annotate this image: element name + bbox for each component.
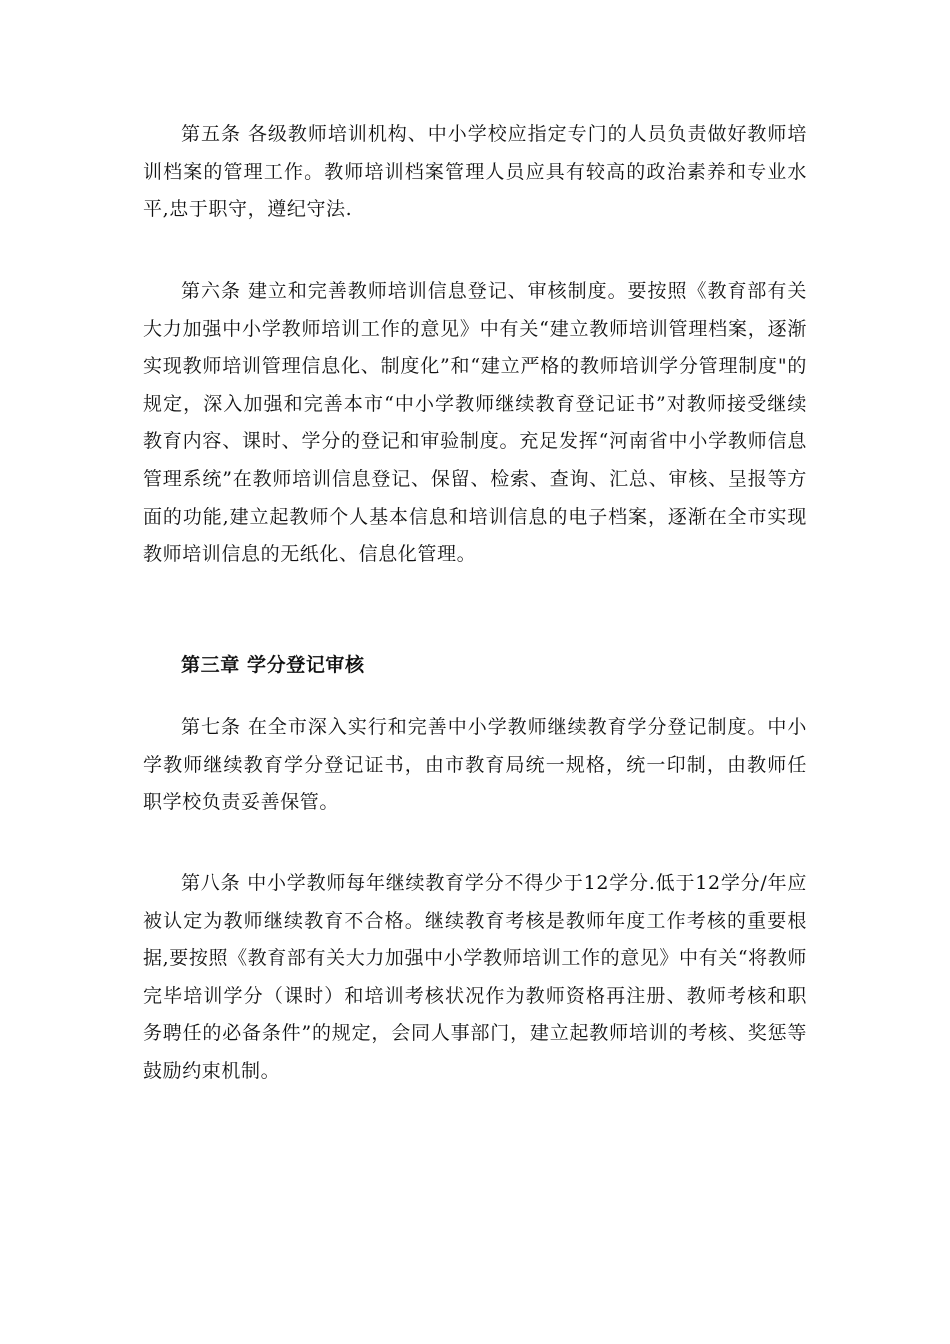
chapter-3-heading: 第三章 学分登记审核 [181,654,365,676]
article-7-paragraph: 第七条 在全市深入实行和完善中小学教师继续教育学分登记制度。中小学教师继续教育学分登记证书，由市教育局统一规格，统一印制，由教师任职学校负责妥善保管。 [143,716,807,814]
article-6-paragraph: 第六条 建立和完善教师培训信息登记、审核制度。要按照《教育部有关大力加强中小学教师培训工作的意见》中有关“建立教师培训管理档案，逐渐实现教师培训管理信息化、制度化”和“建立严格的教师培训学分管理制度"的规定，深入加强和完善本市“中小学教师继续教育登记证书”对教师接受继续教育内容、课时、学分的登记和审验制度。充足发挥“河南省中小学教师信息管理系统”在教师培训信息登记、保留、检索、查询、汇总、审核、呈报等方面的功能,建立起教师个人基本信息和培训信息的电子档案，逐渐在全市实现教师培训信息的无纸化、信息化管理。 [143,280,807,566]
article-5-paragraph: 第五条 各级教师培训机构、中小学校应指定专门的人员负责做好教师培训档案的管理工作。教师培训档案管理人员应具有较高的政治素养和专业水平,忠于职守，遵纪守法. [143,123,807,221]
article-8-paragraph: 第八条 中小学教师每年继续教育学分不得少于12学分.低于12学分/年应被认定为教师继续教育不合格。继续教育考核是教师年度工作考核的重要根据,要按照《教育部有关大力加强中小学教师培训工作的意见》中有关“将教师完毕培训学分（课时）和培训考核状况作为教师资格再注册、教师考核和职务聘任的必备条件”的规定，会同人事部门，建立起教师培训的考核、奖惩等鼓励约束机制。 [143,872,807,1082]
